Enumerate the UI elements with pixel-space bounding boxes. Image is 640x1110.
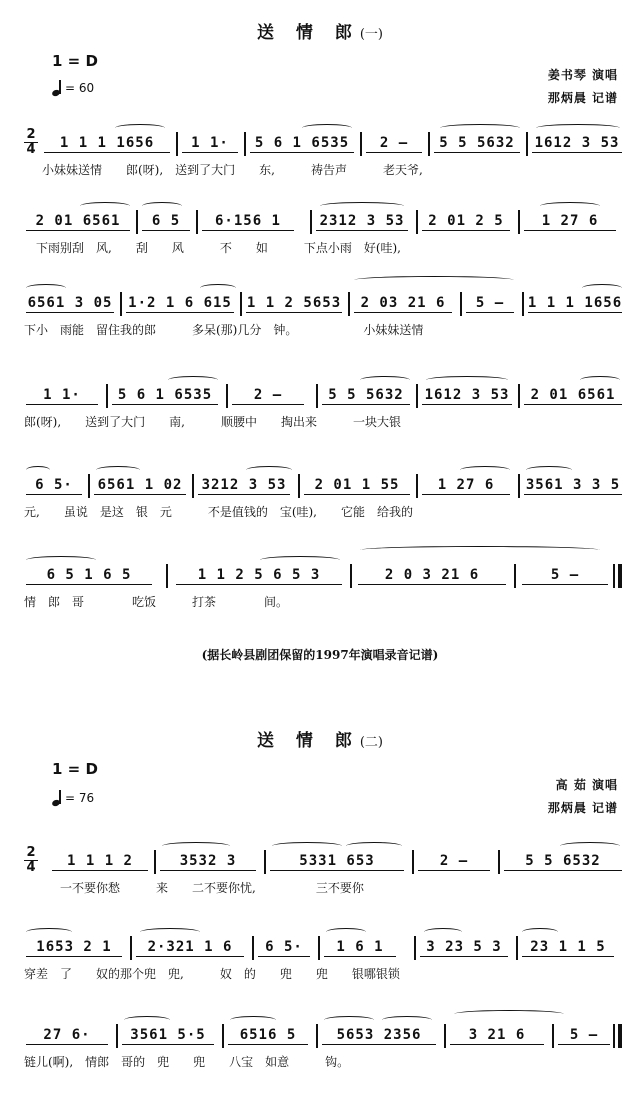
- slur: [200, 284, 236, 292]
- measure: 2·321 1 6: [134, 934, 246, 960]
- measure: 5 5 6532: [502, 848, 624, 874]
- measure: 1 1·: [24, 382, 100, 408]
- barline: [240, 292, 242, 316]
- measure: 6561 3 05: [24, 290, 116, 316]
- slur: [526, 466, 572, 474]
- song1-system-5: [20, 472, 624, 519]
- slur: [426, 376, 508, 384]
- measure: 5653 2356: [320, 1022, 438, 1048]
- barline: [518, 474, 520, 498]
- time-signature: 2 4: [24, 846, 38, 875]
- measure: 27 6·: [24, 1022, 110, 1048]
- slur: [26, 284, 66, 292]
- lyric-line: 一不要你愁 来 二不要你忧, 三不要你: [60, 881, 364, 895]
- barline: [414, 936, 416, 960]
- barline: [88, 474, 90, 498]
- slur: [440, 124, 520, 132]
- measure: 6·156 1: [200, 208, 296, 234]
- slur: [522, 928, 558, 936]
- song1-system-4: [20, 382, 624, 429]
- slur: [80, 202, 130, 210]
- lyric-line: 小妹妹送情 郎(呀), 送到了大门 东, 祷告声 老天爷,: [42, 163, 423, 177]
- barline: [416, 474, 418, 498]
- barline: [444, 1024, 446, 1048]
- measure: 2 –: [416, 848, 492, 874]
- measure: 1 1 1 2: [50, 848, 150, 874]
- slur: [454, 1010, 564, 1018]
- measure: 1 1 1 1656: [42, 130, 172, 156]
- song2-tempo: [52, 790, 94, 806]
- measure: 6 5 1 6 5: [24, 562, 154, 588]
- measure: 1612 3 53: [530, 130, 624, 156]
- slur: [382, 1016, 432, 1024]
- barline: [310, 210, 312, 234]
- slur: [560, 842, 620, 850]
- barline: [130, 936, 132, 960]
- slur: [260, 556, 340, 564]
- slur: [360, 376, 410, 384]
- barline: [412, 850, 414, 874]
- measure: 2 –: [230, 382, 306, 408]
- song2-system-2: [20, 934, 624, 981]
- slur: [424, 928, 462, 936]
- song1-title: 送 情 郎(一): [257, 23, 383, 43]
- final-barline: [618, 1024, 622, 1048]
- barline: [166, 564, 168, 588]
- measure: 1 6 1: [322, 934, 398, 960]
- barline: [428, 132, 430, 156]
- slur: [168, 376, 218, 384]
- slur: [580, 376, 620, 384]
- measure: 3532 3: [158, 848, 258, 874]
- measure: 3 23 5 3: [418, 934, 510, 960]
- song1-singer: 姜书琴 演唱: [547, 68, 618, 82]
- barline: [176, 132, 178, 156]
- song1-key: 1 = D: [52, 52, 98, 70]
- barline: [316, 1024, 318, 1048]
- song1-system-3: [20, 290, 624, 337]
- barline: [196, 210, 198, 234]
- measure: 5 –: [556, 1022, 612, 1048]
- quarter-note-icon: [52, 790, 62, 806]
- measure: 2 01 6561: [24, 208, 132, 234]
- measure: 1 1 2 5 6 5 3: [174, 562, 344, 588]
- slur: [326, 928, 366, 936]
- song1-system-1: [20, 127, 624, 177]
- lyric-line: 下小 雨能 留住我的郎 多呆(那)几分 钟。 小妹妹送情: [24, 323, 424, 337]
- measure: 2 01 1 55: [302, 472, 412, 498]
- barline: [416, 210, 418, 234]
- song1-system-2: [20, 208, 624, 255]
- barline: [316, 384, 318, 408]
- measure: 6 5·: [24, 472, 84, 498]
- song1-credits: [548, 66, 618, 106]
- barline: [222, 1024, 224, 1048]
- measure: 1 27 6: [522, 208, 618, 234]
- barline: [522, 292, 524, 316]
- measure: 1·2 1 6 615: [124, 290, 236, 316]
- final-barline: [618, 564, 622, 588]
- barline: [136, 210, 138, 234]
- song2-transcriber: 那炳晨 记谱: [547, 801, 618, 815]
- slur: [272, 842, 342, 850]
- lyric-line: 情 郎 哥 吃饭 打茶 间。: [24, 595, 289, 609]
- measure: 3 21 6: [448, 1022, 546, 1048]
- measure: 5 –: [464, 290, 516, 316]
- measure: 1 27 6: [420, 472, 512, 498]
- measure: 5 5 5632: [320, 382, 412, 408]
- quarter-note-icon: [52, 80, 62, 96]
- measure: 2 01 6561: [522, 382, 624, 408]
- barline: [348, 292, 350, 316]
- slur: [302, 124, 352, 132]
- slur: [26, 928, 72, 936]
- song2-tempo-value: = 76: [65, 791, 95, 805]
- barline: [154, 850, 156, 874]
- slur: [360, 546, 600, 554]
- measure: 3561 3 3 5: [522, 472, 624, 498]
- slur: [230, 1016, 276, 1024]
- song1-system-6: [20, 562, 624, 609]
- measure: 6561 1 02: [92, 472, 188, 498]
- measure: 6 5·: [256, 934, 312, 960]
- barline: [252, 936, 254, 960]
- slur: [460, 466, 510, 474]
- slur: [324, 1016, 374, 1024]
- measure: 1 1·: [180, 130, 240, 156]
- song2-system-1: [20, 845, 624, 895]
- measure: 6516 5: [226, 1022, 310, 1048]
- measure: 3212 3 53: [196, 472, 292, 498]
- measure: 1612 3 53: [420, 382, 514, 408]
- song2-title-number: (二): [359, 735, 383, 750]
- barline: [226, 384, 228, 408]
- slur: [142, 202, 182, 210]
- slur: [536, 124, 620, 132]
- barline: [518, 210, 520, 234]
- barline: [460, 292, 462, 316]
- barline: [498, 850, 500, 874]
- barline: [318, 936, 320, 960]
- measure: 5 5 5632: [432, 130, 522, 156]
- slur: [115, 124, 165, 132]
- song2-key: 1 = D: [52, 760, 98, 778]
- measure: 5 6 1 6535: [110, 382, 220, 408]
- song2-singer: 高 茹 演唱: [555, 778, 618, 792]
- slur: [140, 928, 200, 936]
- slur: [96, 466, 140, 474]
- barline: [360, 132, 362, 156]
- slur: [124, 1016, 170, 1024]
- slur: [26, 556, 96, 564]
- barline: [298, 474, 300, 498]
- slur: [246, 466, 292, 474]
- measure: 2 03 21 6: [352, 290, 454, 316]
- slur: [354, 276, 514, 284]
- slur: [26, 466, 50, 474]
- slur: [346, 842, 402, 850]
- barline: [192, 474, 194, 498]
- measure: 1 1 1 1656: [526, 290, 624, 316]
- lyric-line: 穿差 了 奴的那个兜 兜, 奴 的 兜 兜 银哪银锁: [24, 967, 400, 981]
- measure: 1653 2 1: [24, 934, 124, 960]
- measure: 3561 5·5: [120, 1022, 216, 1048]
- time-signature: 2 4: [24, 128, 38, 157]
- slur: [320, 202, 404, 210]
- measure: 2312 3 53: [314, 208, 410, 234]
- lyric-line: 郎(呀), 送到了大门 南, 顺腰中 掏出来 一块大银: [24, 415, 401, 429]
- lyric-line: 元, 虽说 是这 银 元 不是值钱的 宝(哇), 它能 给我的: [24, 505, 413, 519]
- barline: [244, 132, 246, 156]
- barline: [120, 292, 122, 316]
- lyric-line: 下雨别刮 风, 刮 风 不 如 下点小雨 好(哇),: [36, 241, 401, 255]
- measure: 2 –: [364, 130, 424, 156]
- measure: 2 0 3 21 6: [356, 562, 508, 588]
- lyric-line: 链儿(啊), 情郎 哥的 兜 兜 八宝 如意 钩。: [24, 1055, 350, 1069]
- measure: 5 6 1 6535: [248, 130, 356, 156]
- barline: [106, 384, 108, 408]
- measure: 2 01 2 5: [420, 208, 512, 234]
- measure: 6 5: [140, 208, 192, 234]
- barline: [516, 936, 518, 960]
- slur: [582, 284, 622, 292]
- slur: [540, 202, 600, 210]
- song1-footnote: (据长岭县剧团保留的1997年演唱录音记谱): [201, 648, 439, 662]
- barline: [264, 850, 266, 874]
- measure: 1 1 2 5653: [244, 290, 344, 316]
- barline: [518, 384, 520, 408]
- barline: [350, 564, 352, 588]
- slur: [162, 842, 230, 850]
- barline: [416, 384, 418, 408]
- song2-system-3: [20, 1022, 624, 1069]
- barline: [116, 1024, 118, 1048]
- measure: 5331 653: [268, 848, 406, 874]
- song1-transcriber: 那炳晨 记谱: [547, 91, 618, 105]
- song2-title: 送 情 郎(二): [257, 731, 383, 751]
- song1-tempo-value: = 60: [65, 81, 95, 95]
- song1-title-number: (一): [359, 27, 383, 42]
- barline: [552, 1024, 554, 1048]
- barline: [514, 564, 516, 588]
- song1-tempo: [52, 80, 94, 96]
- barline: [526, 132, 528, 156]
- song2-credits: [548, 776, 618, 816]
- measure: 23 1 1 5: [520, 934, 616, 960]
- measure: 5 –: [520, 562, 610, 588]
